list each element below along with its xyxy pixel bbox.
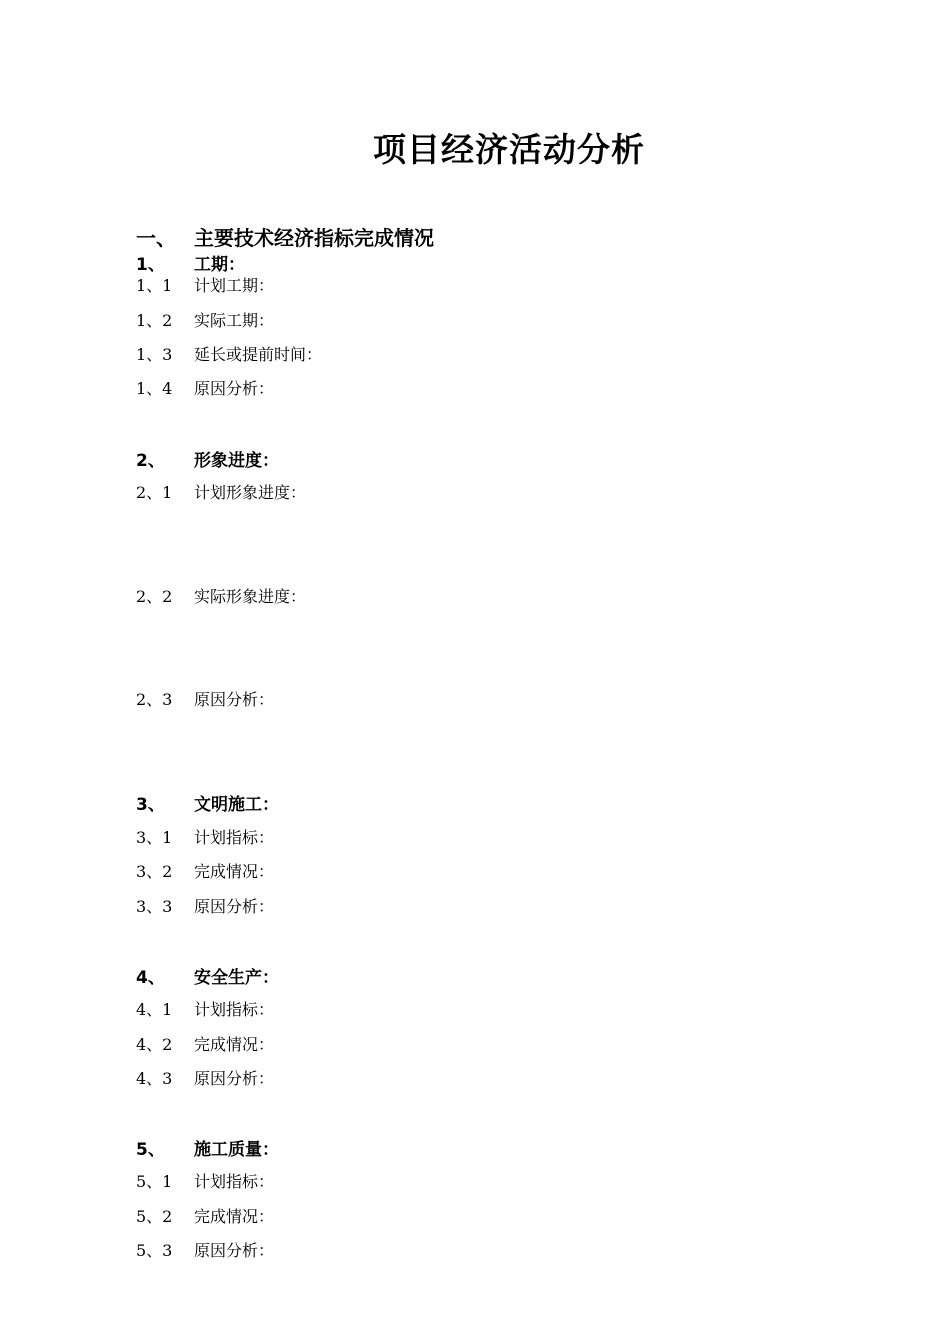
group-number: 3、 <box>136 795 165 815</box>
item-label: 计划指标： <box>194 828 275 847</box>
group-label: 形象进度： <box>194 451 279 471</box>
item-number: 2、1 <box>136 483 173 502</box>
item-label: 实际形象进度： <box>194 587 307 606</box>
item-label: 计划指标： <box>194 1000 275 1019</box>
item-label: 完成情况： <box>194 862 275 881</box>
group-label: 施工质量： <box>194 1140 279 1160</box>
item-label: 完成情况： <box>194 1035 275 1054</box>
item-number: 3、3 <box>136 897 173 916</box>
item-label: 计划指标： <box>194 1172 275 1191</box>
item-number: 1、2 <box>136 311 173 330</box>
item-number: 4、1 <box>136 1000 173 1019</box>
item-number: 1、1 <box>136 276 173 295</box>
group-number: 2、 <box>136 451 165 471</box>
item-label: 原因分析： <box>194 1241 275 1260</box>
item-number: 4、3 <box>136 1069 173 1088</box>
group-number: 5、 <box>136 1140 165 1160</box>
item-label: 原因分析： <box>194 897 275 916</box>
item-number: 5、2 <box>136 1207 173 1226</box>
item-number: 1、4 <box>136 379 173 398</box>
group-label: 文明施工： <box>194 795 279 815</box>
item-label: 原因分析： <box>194 379 275 398</box>
group-label: 安全生产： <box>194 968 279 988</box>
item-number: 4、2 <box>136 1035 173 1054</box>
section-label: 主要技术经济指标完成情况 <box>194 226 434 250</box>
item-number: 2、2 <box>136 587 173 606</box>
group-number: 1、 <box>136 255 165 275</box>
item-label: 实际工期： <box>194 311 275 330</box>
item-label: 原因分析： <box>194 1069 275 1088</box>
item-number: 1、3 <box>136 345 173 364</box>
item-label: 计划工期： <box>194 276 275 295</box>
item-label: 完成情况： <box>194 1207 275 1226</box>
item-label: 原因分析： <box>194 690 275 709</box>
item-number: 3、1 <box>136 828 173 847</box>
group-number: 4、 <box>136 968 165 988</box>
item-label: 计划形象进度： <box>194 483 307 502</box>
section-number: 一、 <box>136 226 176 250</box>
item-label: 延长或提前时间： <box>194 345 323 364</box>
item-number: 5、3 <box>136 1241 173 1260</box>
item-number: 3、2 <box>136 862 173 881</box>
document-title: 项目经济活动分析 <box>373 130 645 169</box>
group-label: 工期： <box>194 255 245 275</box>
item-number: 5、1 <box>136 1172 173 1191</box>
item-number: 2、3 <box>136 690 173 709</box>
